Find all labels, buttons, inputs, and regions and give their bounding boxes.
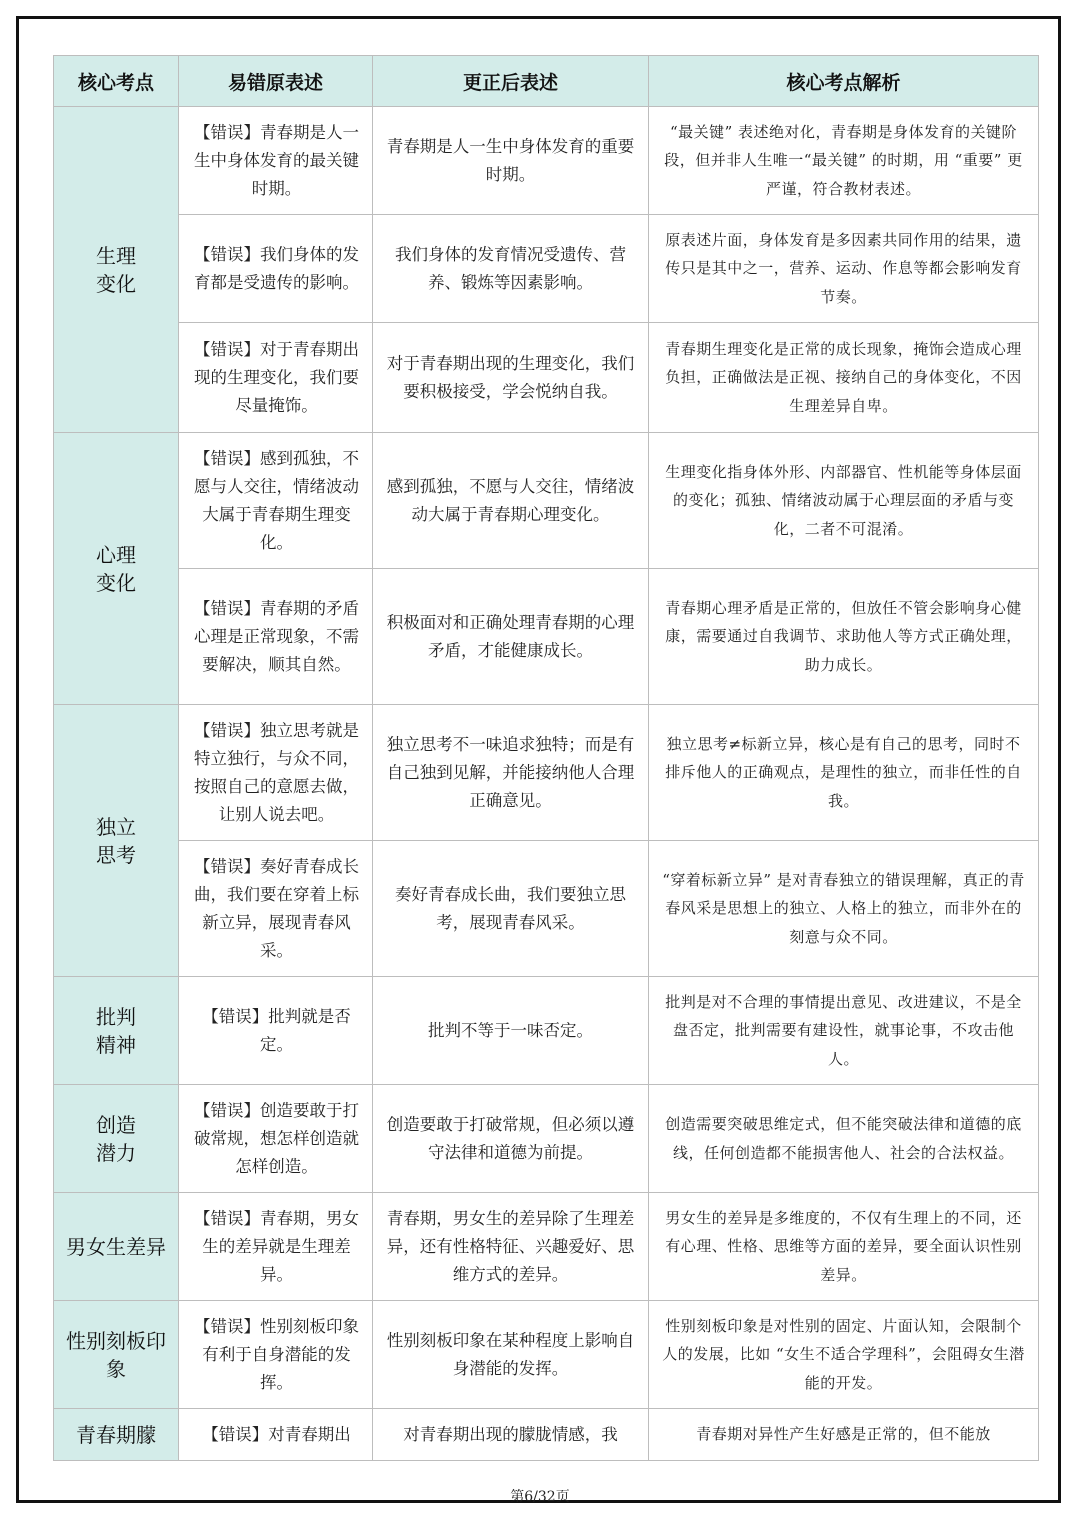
topic-cell <box>54 977 179 1085</box>
analysis-cell: “穿着标新立异” 是对青春独立的错误理解，真正的青春风采是思想上的独立、人格上的独立，而非外在的刻意与众不同。 <box>649 841 1039 977</box>
header-wrong-statement: 易错原表述 <box>179 56 373 107</box>
corrected-statement-cell: 对青春期出现的朦胧情感，我 <box>373 1409 649 1461</box>
wrong-statement-cell: 【错误】性别刻板印象有利于自身潜能的发挥。 <box>179 1301 373 1409</box>
topic-label: 男女生差异 <box>66 1234 166 1259</box>
wrong-statement-cell: 【错误】批判就是否定。 <box>179 977 373 1085</box>
topic-cell <box>54 1193 179 1301</box>
corrected-statement-cell: 性别刻板印象在某种程度上影响自身潜能的发挥。 <box>373 1301 649 1409</box>
analysis-cell: 批判是对不合理的事情提出意见、改进建议，不是全盘否定，批判需要有建设性，就事论事，不攻击他人。 <box>649 977 1039 1085</box>
corrected-statement-cell: 青春期，男女生的差异除了生理差异，还有性格特征、兴趣爱好、思维方式的差异。 <box>373 1193 649 1301</box>
analysis-cell: 青春期生理变化是正常的成长现象，掩饰会造成心理负担，正确做法是正视、接纳自己的身体变化，不因生理差异自卑。 <box>649 323 1039 433</box>
analysis-cell: 原表述片面，身体发育是多因素共同作用的结果，遗传只是其中之一，营养、运动、作息等都会影响发育节奏。 <box>649 215 1039 323</box>
topic-label: 创造潜力 <box>96 1112 136 1165</box>
wrong-statement-cell: 【错误】感到孤独，不愿与人交往，情绪波动大属于青春期生理变化。 <box>179 433 373 569</box>
header-corrected-statement: 更正后表述 <box>373 56 649 107</box>
table-row <box>54 1409 1039 1461</box>
analysis-cell: 生理变化指身体外形、内部器官、性机能等身体层面的变化；孤独、情绪波动属于心理层面的矛盾与变化，二者不可混淆。 <box>649 433 1039 569</box>
wrong-statement-cell: 【错误】对青春期出 <box>179 1409 373 1461</box>
corrected-statement-cell: 感到孤独，不愿与人交往，情绪波动大属于青春期心理变化。 <box>373 433 649 569</box>
analysis-cell: 创造需要突破思维定式，但不能突破法律和道德的底线，任何创造都不能损害他人、社会的合法权益。 <box>649 1085 1039 1193</box>
error-correction-table <box>53 55 1039 1461</box>
table-row <box>54 323 1039 433</box>
table-row <box>54 433 1039 569</box>
analysis-cell: “最关键” 表述绝对化，青春期是身体发育的关键阶段，但并非人生唯一“最关键” 的时期，用 “重要” 更严谨，符合教材表述。 <box>649 107 1039 215</box>
analysis-cell: 青春期对异性产生好感是正常的，但不能放 <box>649 1409 1039 1461</box>
corrected-statement-cell: 独立思考不一味追求独特；而是有自己独到见解，并能接纳他人合理正确意见。 <box>373 705 649 841</box>
table-row <box>54 215 1039 323</box>
topic-label: 独立思考 <box>96 814 136 867</box>
wrong-statement-cell: 【错误】创造要敢于打破常规，想怎样创造就怎样创造。 <box>179 1085 373 1193</box>
corrected-statement-cell: 我们身体的发育情况受遗传、营养、锻炼等因素影响。 <box>373 215 649 323</box>
table-row <box>54 1193 1039 1301</box>
table-row <box>54 1301 1039 1409</box>
header-analysis: 核心考点解析 <box>649 56 1039 107</box>
corrected-statement-cell: 青春期是人一生中身体发育的重要时期。 <box>373 107 649 215</box>
topic-label: 生理变化 <box>96 243 136 296</box>
analysis-cell: 独立思考≠标新立异，核心是有自己的思考，同时不排斥他人的正确观点，是理性的独立，而非任性的自我。 <box>649 705 1039 841</box>
corrected-statement-cell: 积极面对和正确处理青春期的心理矛盾，才能健康成长。 <box>373 569 649 705</box>
corrected-statement-cell: 创造要敢于打破常规，但必须以遵守法律和道德为前提。 <box>373 1085 649 1193</box>
table-row <box>54 569 1039 705</box>
corrected-statement-cell: 批判不等于一味否定。 <box>373 977 649 1085</box>
wrong-statement-cell: 【错误】奏好青春成长曲，我们要在穿着上标新立异，展现青春风采。 <box>179 841 373 977</box>
analysis-cell: 性别刻板印象是对性别的固定、片面认知，会限制个人的发展，比如 “女生不适合学理科”，会阻碍女生潜能的开发。 <box>649 1301 1039 1409</box>
topic-cell <box>54 705 179 977</box>
table-row <box>54 841 1039 977</box>
topic-label: 批判精神 <box>96 1004 136 1057</box>
wrong-statement-cell: 【错误】独立思考就是特立独行，与众不同，按照自己的意愿去做，让别人说去吧。 <box>179 705 373 841</box>
topic-label: 青春期朦 <box>76 1422 156 1447</box>
wrong-statement-cell: 【错误】青春期，男女生的差异就是生理差异。 <box>179 1193 373 1301</box>
wrong-statement-cell: 【错误】我们身体的发育都是受遗传的影响。 <box>179 215 373 323</box>
topic-cell <box>54 107 179 433</box>
topic-label: 心理变化 <box>96 542 136 595</box>
wrong-statement-cell: 【错误】青春期的矛盾心理是正常现象，不需要解决，顺其自然。 <box>179 569 373 705</box>
topic-cell <box>54 433 179 705</box>
corrected-statement-cell: 对于青春期出现的生理变化，我们要积极接受，学会悦纳自我。 <box>373 323 649 433</box>
table-header-row <box>54 56 1039 107</box>
wrong-statement-cell: 【错误】对于青春期出现的生理变化，我们要尽量掩饰。 <box>179 323 373 433</box>
page-number: 第6/32页 <box>510 1489 570 1505</box>
topic-cell <box>54 1085 179 1193</box>
table-row <box>54 705 1039 841</box>
analysis-cell: 男女生的差异是多维度的，不仅有生理上的不同，还有心理、性格、思维等方面的差异，要全面认识性别差异。 <box>649 1193 1039 1301</box>
topic-cell <box>54 1301 179 1409</box>
table-row <box>54 977 1039 1085</box>
header-core-point: 核心考点 <box>54 56 179 107</box>
table-row <box>54 1085 1039 1193</box>
analysis-cell: 青春期心理矛盾是正常的，但放任不管会影响身心健康，需要通过自我调节、求助他人等方式正确处理，助力成长。 <box>649 569 1039 705</box>
table-row <box>54 107 1039 215</box>
topic-label: 性别刻板印象 <box>66 1328 166 1381</box>
topic-cell <box>54 1409 179 1461</box>
wrong-statement-cell: 【错误】青春期是人一生中身体发育的最关键时期。 <box>179 107 373 215</box>
corrected-statement-cell: 奏好青春成长曲，我们要独立思考，展现青春风采。 <box>373 841 649 977</box>
